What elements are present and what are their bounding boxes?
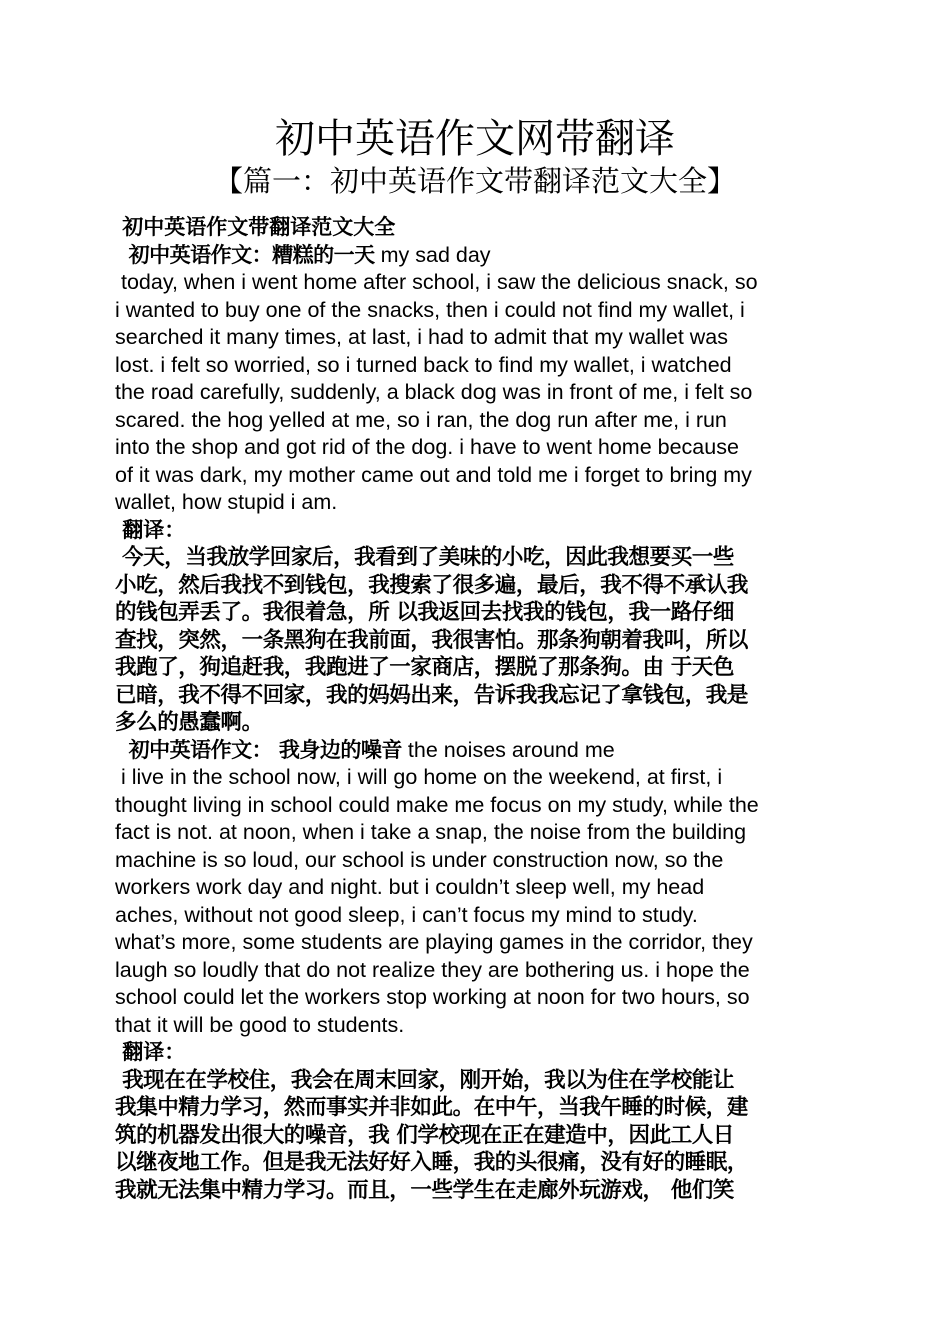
essay2-line: fact is not. at noon, when i take a snap, the noise from the building [115, 820, 747, 844]
essay1-line: i wanted to buy one of the snacks, then i could not find my wallet, i [115, 297, 745, 322]
essay1-line: lost. i felt so worried, so i turned back to find my wallet, i watched [115, 352, 732, 377]
essay1-line: into the shop and got rid of the dog. i have to went home because [115, 435, 739, 459]
essay1-heading-zh: 初中英语作文：糟糕的一天 [115, 242, 375, 267]
essay1-heading-en: my sad day [374, 242, 491, 267]
section-heading: 初中英语作文带翻译范文大全 [115, 215, 396, 239]
document-title: 初中英语作文网带翻译 [275, 116, 675, 162]
essay1-translation-label: 翻译： [115, 517, 186, 542]
essay1-line: of it was dark, my mother came out and told me i forget to bring my [115, 462, 752, 487]
essay2-line: that it will be good to students. [115, 1012, 405, 1037]
essay1-translation [115, 544, 840, 737]
essay2-body [115, 764, 840, 1039]
essay1-line: the road carefully, suddenly, a black dog was in front of me, i felt so [115, 380, 753, 404]
essay2-line: school could let the workers stop working at noon for two hours, so [115, 985, 750, 1009]
essay1-line: scared. the hog yelled at me, so i ran, the dog run after me, i run [115, 407, 727, 432]
essay1-line: searched it many times, at last, i had to admit that my wallet was [115, 325, 729, 349]
document-subtitle: 【篇一：初中英语作文带翻译范文大全】 [213, 164, 736, 198]
essay2-translation-label: 翻译： [115, 1040, 186, 1064]
essay1-translation-line: 的钱包弄丢了。我很着急，所 以我返回去找我的钱包，我一路仔细 [115, 600, 734, 625]
essay1-translation-line: 小吃，然后我找不到钱包，我搜索了很多遍，最后，我不得不承认我 [115, 572, 749, 598]
essay2-line: i live in the school now, i will go home on the weekend, at first, i [115, 765, 723, 789]
essay1-translation-line: 今天，当我放学回家后，我看到了美味的小吃，因此我想要买一些 [115, 545, 734, 570]
essay2-line: workers work day and night. but i couldn’t sleep well, my head [115, 875, 705, 899]
essay2-heading-zh: 初中英语作文： 我身边的噪音 [115, 737, 402, 762]
essay2-translation-line: 筑的机器发出很大的噪音，我 们学校现在正在建造中，因此工人日 [115, 1122, 734, 1148]
essay2-translation-line: 我现在在学校住，我会在周末回家，刚开始，我以为住在学校能让 [115, 1067, 734, 1093]
document-body [115, 214, 840, 1204]
essay1-translation-line: 查找，突然，一条黑狗在我前面，我很害怕。那条狗朝着我叫，所以 [115, 627, 749, 653]
essay1-translation-line: 已暗，我不得不回家，我的妈妈出来，告诉我我忘记了拿钱包，我是 [115, 682, 749, 708]
essay1-heading [115, 242, 840, 270]
essay2-line: aches, without not good sleep, i can’t focus my mind to study. [115, 902, 698, 927]
essay2-line: thought living in school could make me focus on my study, while the [115, 792, 759, 817]
essay1-translation-line: 多么的愚蠢啊。 [115, 710, 263, 735]
essay2-line: what’s more, some students are playing games in the corridor, they [115, 930, 753, 954]
essay2-heading-en: the noises around me [401, 737, 615, 762]
essay1-line: wallet, how stupid i am. [115, 490, 338, 514]
essay2-translation [115, 1067, 840, 1205]
essay1-line: today, when i went home after school, i saw the delicious snack, so [115, 270, 758, 294]
essay2-translation-line: 我就无法集中精力学习。而且，一些学生在走廊外玩游戏， 他们笑 [115, 1177, 734, 1203]
essay2-heading [115, 737, 840, 765]
essay2-translation-line: 我集中精力学习，然而事实并非如此。在中午，当我午睡的时候，建 [115, 1095, 749, 1120]
essay2-line: machine is so loud, our school is under construction now, so the [115, 847, 724, 872]
essay1-body [115, 269, 840, 517]
essay2-translation-line: 以继夜地工作。但是我无法好好入睡，我的头很痛，没有好的睡眠， [115, 1150, 749, 1175]
essay2-line: laugh so loudly that do not realize they are bothering us. i hope the [115, 957, 750, 982]
essay1-translation-line: 我跑了，狗追赶我，我跑进了一家商店，摆脱了那条狗。由 于天色 [115, 655, 734, 680]
